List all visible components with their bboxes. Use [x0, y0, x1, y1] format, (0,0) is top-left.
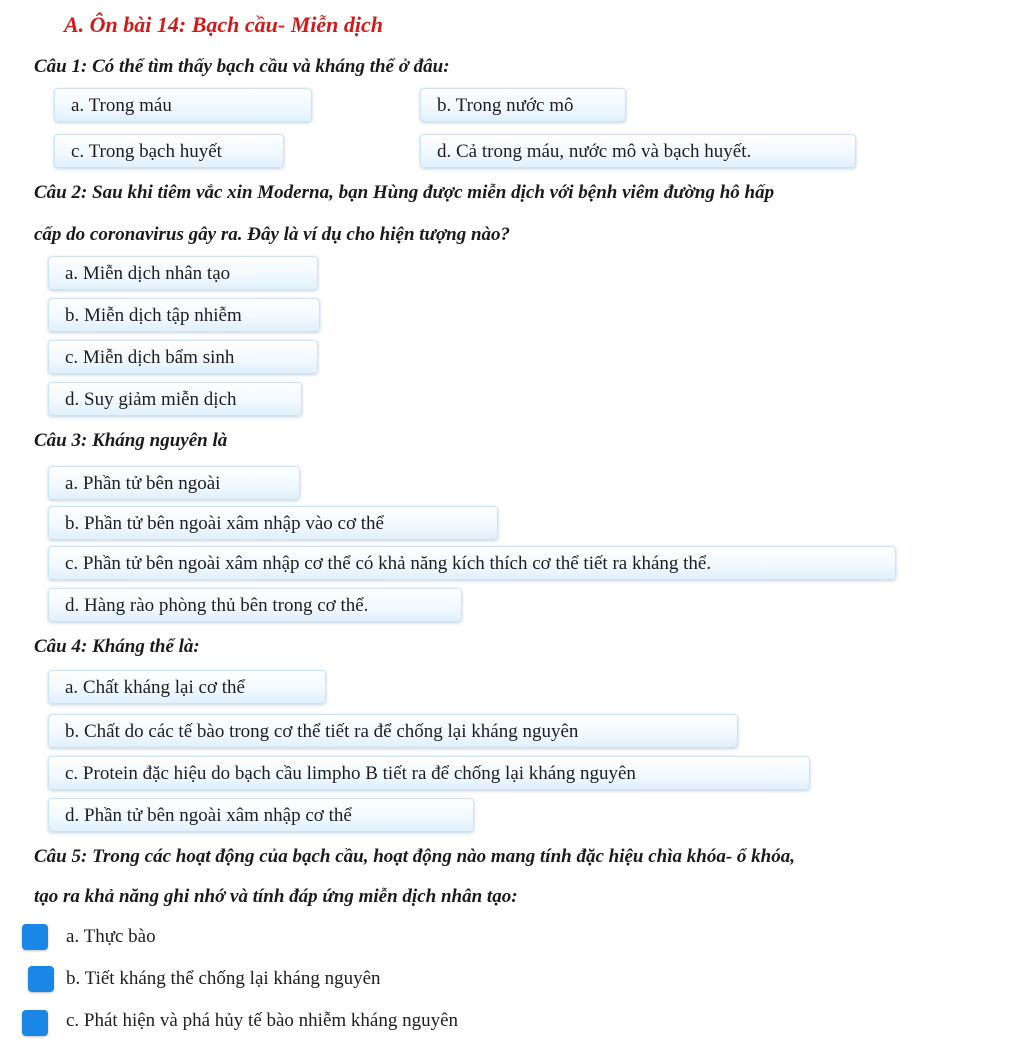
q5-option-c-checkbox[interactable]: [22, 1010, 48, 1036]
q2-option-b[interactable]: b. Miễn dịch tập nhiễm: [48, 298, 320, 332]
q2-option-a[interactable]: a. Miễn dịch nhân tạo: [48, 256, 318, 290]
question-5-prompt-line1: Câu 5: Trong các hoạt động của bạch cầu, hoạt động nào mang tính đặc hiệu chìa khóa- ổ khóa,: [34, 846, 795, 867]
question-3-prompt: Câu 3: Kháng nguyên là: [34, 430, 228, 451]
q1-option-c[interactable]: c. Trong bạch huyết: [54, 134, 284, 168]
q3-option-b[interactable]: b. Phần tử bên ngoài xâm nhập vào cơ thể: [48, 506, 498, 540]
q4-option-b[interactable]: b. Chất do các tế bào trong cơ thể tiết ra để chống lại kháng nguyên: [48, 714, 738, 748]
question-2-prompt-line1: Câu 2: Sau khi tiêm vắc xin Moderna, bạn Hùng được miễn dịch với bệnh viêm đường hô hấp: [34, 182, 775, 203]
q5-option-c[interactable]: c. Phát hiện và phá hủy tế bào nhiễm kháng nguyên: [66, 1010, 459, 1031]
q1-option-b[interactable]: b. Trong nước mô: [420, 88, 626, 122]
q1-option-d[interactable]: d. Cả trong máu, nước mô và bạch huyết.: [420, 134, 856, 168]
section-title: A. Ôn bài 14: Bạch cầu- Miễn dịch: [64, 12, 384, 37]
q5-option-b[interactable]: b. Tiết kháng thể chống lại kháng nguyên: [66, 968, 381, 989]
q5-option-a-checkbox[interactable]: [22, 924, 48, 950]
q3-option-c[interactable]: c. Phần tử bên ngoài xâm nhập cơ thể có khả năng kích thích cơ thể tiết ra kháng thể.: [48, 546, 896, 580]
q5-option-a[interactable]: a. Thực bào: [66, 926, 156, 947]
question-5-prompt-line2: tạo ra khả năng ghi nhớ và tính đáp ứng miễn dịch nhân tạo:: [34, 886, 518, 907]
q5-option-b-checkbox[interactable]: [28, 966, 54, 992]
q2-option-d[interactable]: d. Suy giảm miễn dịch: [48, 382, 302, 416]
q1-option-a[interactable]: a. Trong máu: [54, 88, 312, 122]
q4-option-c[interactable]: c. Protein đặc hiệu do bạch cầu limpho B tiết ra để chống lại kháng nguyên: [48, 756, 810, 790]
q4-option-a[interactable]: a. Chất kháng lại cơ thể: [48, 670, 326, 704]
question-1-prompt: Câu 1: Có thể tìm thấy bạch cầu và kháng thể ở đâu:: [34, 56, 450, 77]
q4-option-d[interactable]: d. Phần tử bên ngoài xâm nhập cơ thể: [48, 798, 474, 832]
q2-option-c[interactable]: c. Miễn dịch bẩm sinh: [48, 340, 318, 374]
question-4-prompt: Câu 4: Kháng thể là:: [34, 636, 200, 657]
q3-option-a[interactable]: a. Phần tử bên ngoài: [48, 466, 300, 500]
q3-option-d[interactable]: d. Hàng rào phòng thủ bên trong cơ thể.: [48, 588, 462, 622]
question-2-prompt-line2: cấp do coronavirus gây ra. Đây là ví dụ cho hiện tượng nào?: [34, 224, 511, 245]
